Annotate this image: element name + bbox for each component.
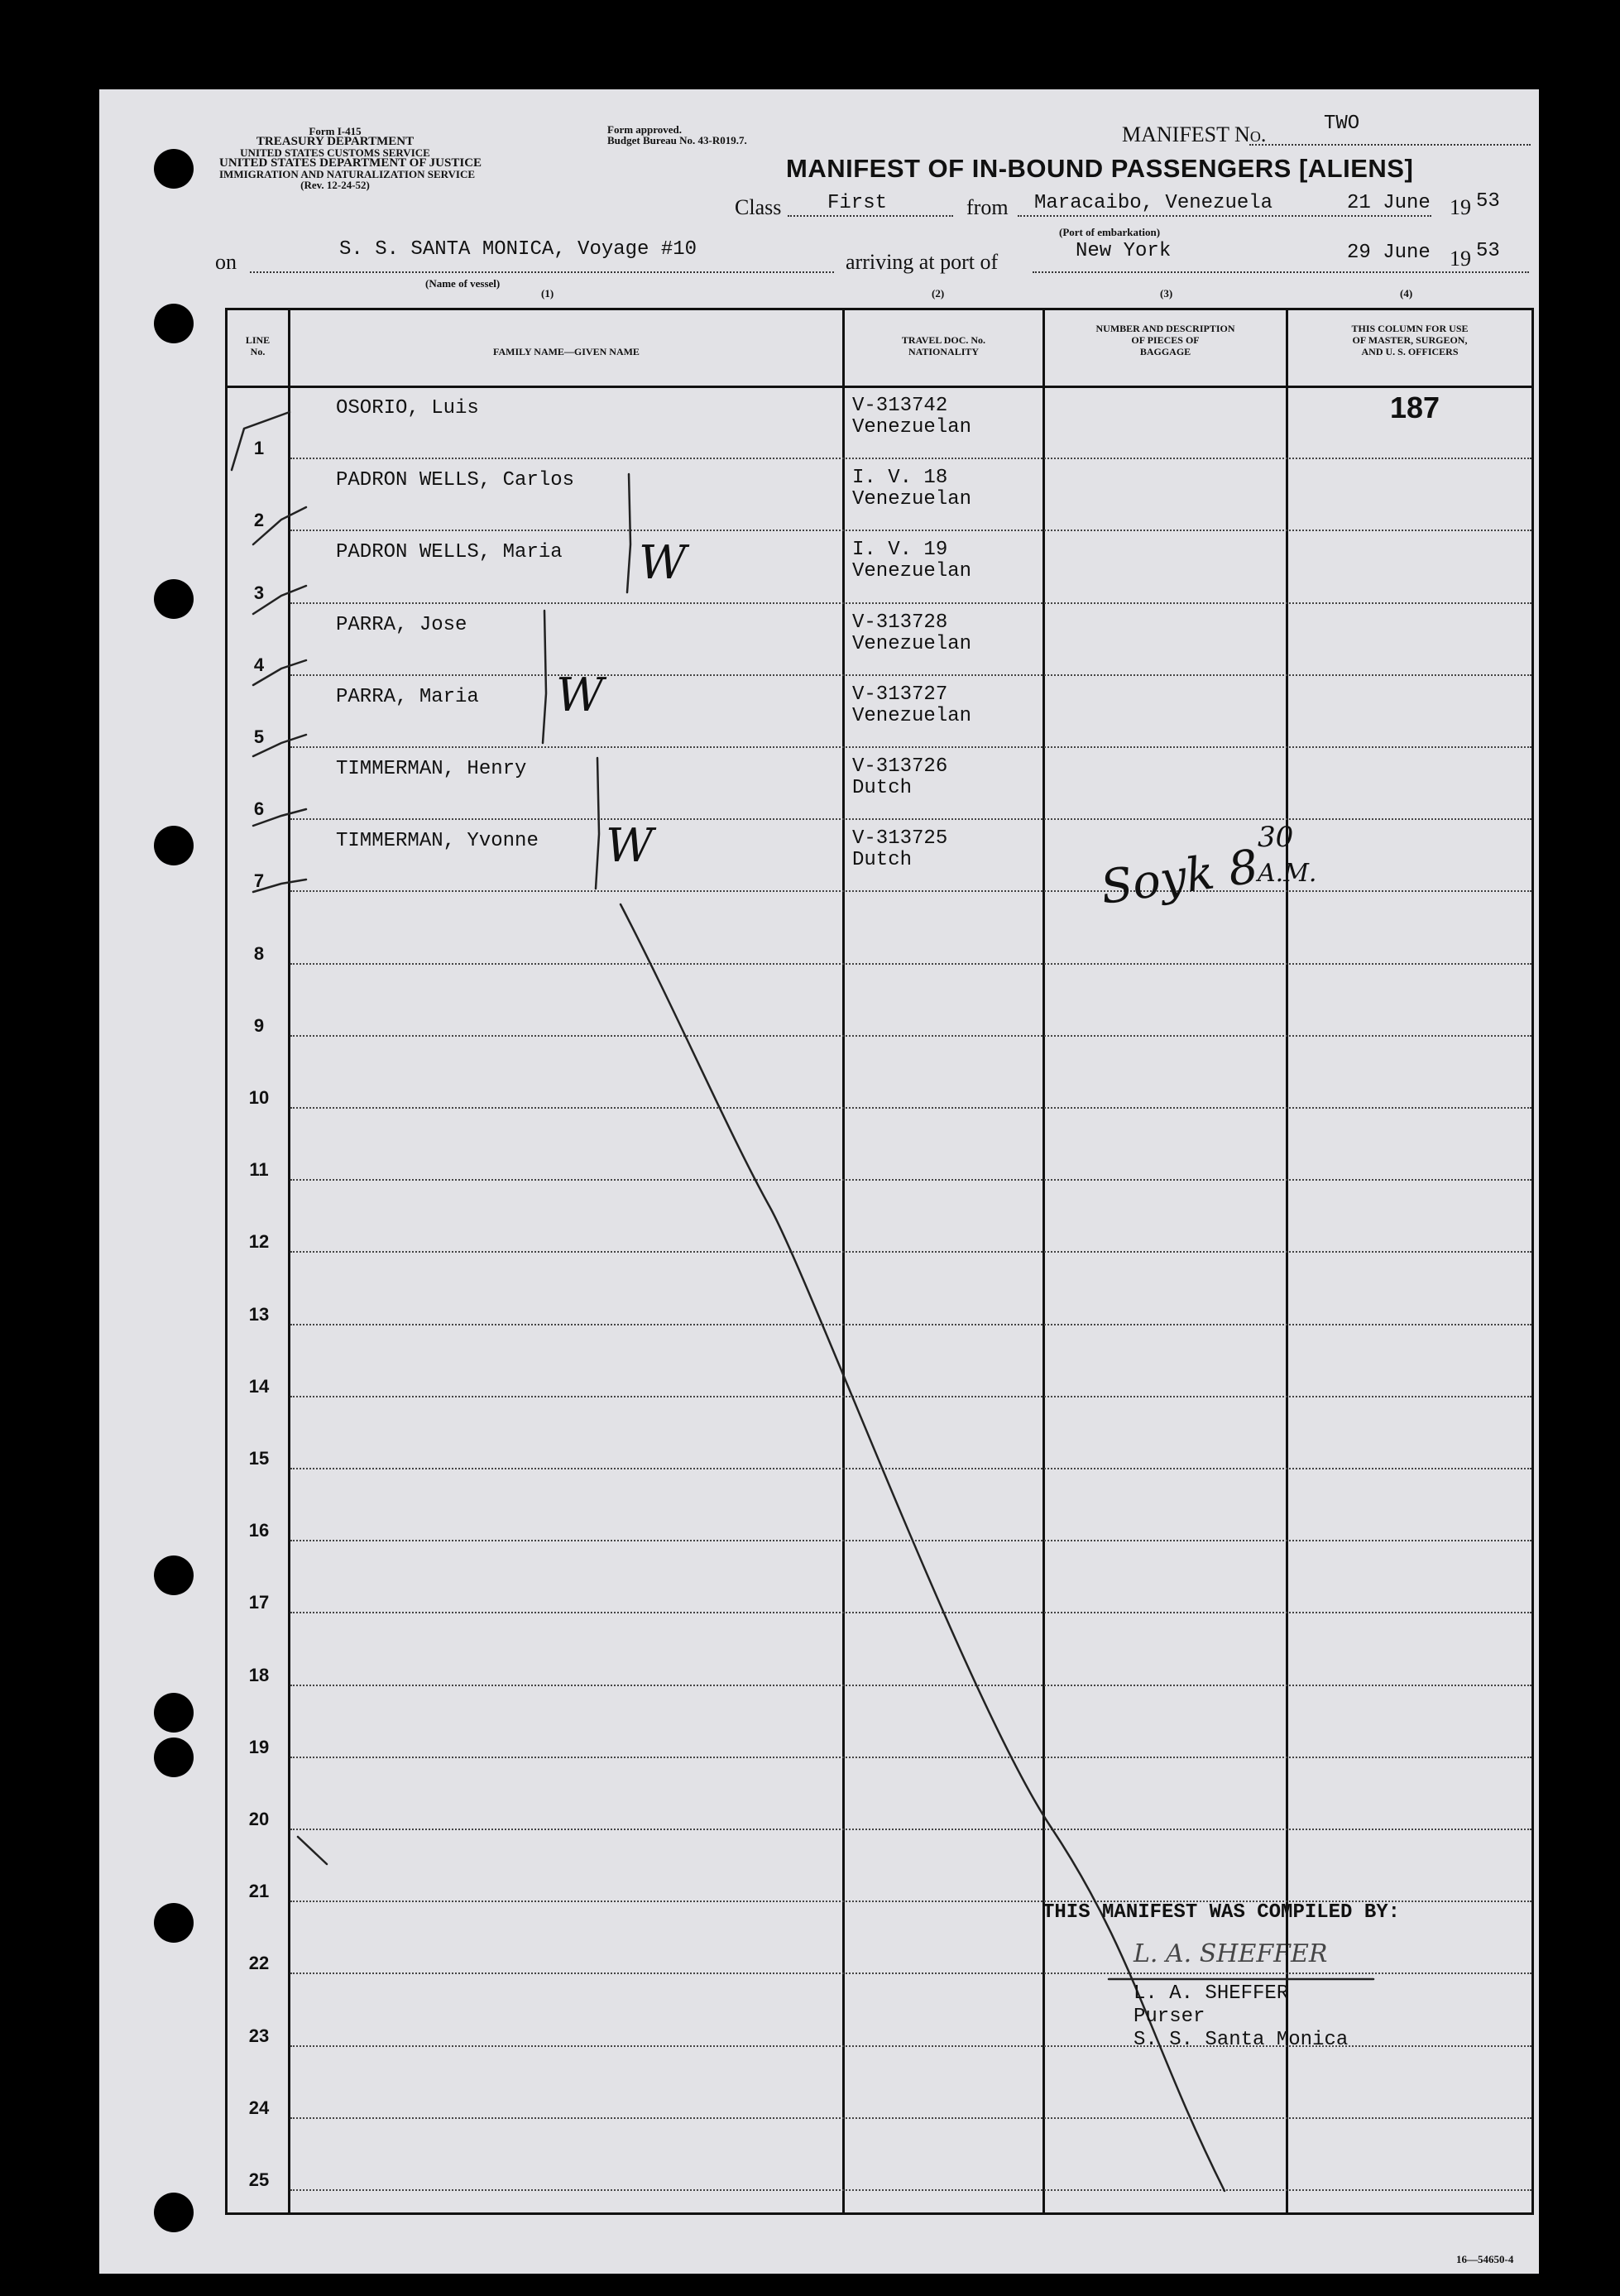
line-number: 3 [253,582,265,603]
treasury-department: TREASURY DEPARTMENT [256,135,415,148]
line-number: 2 [253,510,265,531]
officer-number: 187 [1390,391,1440,424]
line-number: 20 [248,1809,270,1829]
inspector-time-ampm: A.M. [1258,859,1317,888]
line-number: 17 [248,1592,270,1613]
travel-doc-number: V-313728 [852,611,948,634]
inspector-time-hour: 30 [1258,821,1294,854]
from-year-prefix: 19 [1450,195,1471,219]
nationality: Dutch [852,849,913,872]
arrival-port-value: New York [1076,240,1172,262]
vessel-caption: (Name of vessel) [425,277,501,290]
checkmark-row-3 [253,586,306,614]
travel-doc-number: V-313726 [852,755,948,778]
line-number: 25 [248,2169,270,2190]
line-number: 6 [253,798,265,820]
checkmark-row-6 [253,809,306,826]
bracket-rows-6-7 [596,758,599,889]
col-header-travel-doc: TRAVEL DOC. No. NATIONALITY [901,334,986,357]
line-number: 7 [253,870,265,892]
form-number: Form I-415 [309,125,362,137]
immigration-service: IMMIGRATION AND NATURALIZATION SERVICE [219,168,476,180]
class-value: First [827,192,888,214]
line-number: 9 [253,1014,265,1036]
travel-doc-number: V-313742 [852,395,948,417]
passenger-name: OSORIO, Luis [336,397,479,419]
class-label: Class [735,195,782,219]
from-port-value: Maracaibo, Venezuela [1034,192,1273,214]
manifest-sheet [99,89,1539,2274]
checkmark-row-2 [253,507,306,544]
purser-name: L. A. SHEFFER [1134,1982,1289,2005]
vessel-value: S. S. SANTA MONICA, Voyage #10 [339,238,697,261]
arrival-year-value: 53 [1476,240,1500,262]
col-header-line-no: LINE No. [245,334,271,357]
line-number: 18 [248,1664,270,1685]
passenger-name: PADRON WELLS, Maria [336,541,563,564]
bracket-mark-2: W [556,669,604,722]
line-number: 10 [248,1087,270,1108]
nationality: Venezuelan [852,416,972,439]
line-number: 4 [253,654,265,675]
form-approved: Form approved. Budget Bureau No. 43-R019.7. [607,123,747,146]
col-header-name: FAMILY NAME—GIVEN NAME [493,346,640,357]
passenger-name: PARRA, Jose [336,613,467,636]
arrival-date-value: 29 June [1347,242,1431,264]
col-header-officers: THIS COLUMN FOR USE OF MASTER, SURGEON, AND U. S. OFFICERS [1351,323,1469,357]
passenger-name: PADRON WELLS, Carlos [336,469,575,492]
line-number: 14 [248,1375,270,1397]
passenger-name: TIMMERMAN, Yvonne [336,830,539,853]
nationality: Venezuelan [852,560,972,583]
on-label: on [215,250,237,274]
nationality: Venezuelan [852,704,972,727]
line-number: 13 [248,1303,270,1325]
page-title: MANIFEST OF IN-BOUND PASSENGERS [ALIENS] [786,154,1414,183]
purser-title: Purser [1134,2006,1205,2028]
bracket-rows-2-3 [627,474,630,592]
line-number: 11 [249,1159,269,1181]
line-number: 22 [248,1953,270,1974]
col-marker-2: (2) [932,287,945,300]
revision-date: (Rev. 12-24-52) [300,179,370,191]
purser-vessel: S. S. Santa Monica [1134,2029,1349,2051]
nationality: Venezuelan [852,488,972,511]
line-number: 16 [248,1520,270,1541]
arriving-label: arriving at port of [846,250,999,274]
from-date-value: 21 June [1347,192,1431,214]
purser-signature: L. A. SHEFFER [1134,1939,1328,1968]
col-marker-4: (4) [1400,287,1413,300]
manifest-no-label: MANIFEST No. [1122,122,1267,146]
line-number: 21 [248,1881,270,1902]
customs-service: UNITED STATES CUSTOMS SERVICE [240,146,430,159]
from-label: from [966,195,1009,219]
passenger-name: TIMMERMAN, Henry [336,758,527,780]
travel-doc-number: V-313725 [852,827,948,851]
nationality: Venezuelan [852,632,972,655]
arrival-year-prefix: 19 [1450,247,1471,271]
col-marker-3: (3) [1160,287,1173,300]
line-number: 23 [248,2025,270,2046]
travel-doc-number: V-313727 [852,683,948,706]
line-number: 8 [253,942,265,964]
manifest-no-value: TWO [1324,113,1360,135]
compiled-by-label: THIS MANIFEST WAS COMPILED BY: [1042,1901,1401,1924]
bracket-mark-3: W [606,819,654,873]
checkmark-row-1 [232,412,290,470]
col-marker-1: (1) [541,287,554,300]
checkmark-row-4 [253,660,306,685]
bracket-mark-1: W [639,536,687,590]
line-number: 24 [248,2097,270,2118]
nationality: Dutch [852,777,913,799]
stray-mark [298,1837,327,1864]
inspector-note: Soyk 8 [1097,840,1262,915]
from-year-value: 53 [1476,190,1500,213]
col-header-baggage: NUMBER AND DESCRIPTION OF PIECES OF BAGGAGE [1095,323,1235,357]
line-number: 15 [248,1448,270,1469]
line-number: 12 [248,1231,270,1253]
department-of-justice: UNITED STATES DEPARTMENT OF JUSTICE [219,156,482,170]
line-number: 1 [253,438,265,459]
checkmark-row-5 [253,735,306,756]
line-number: 19 [248,1736,270,1757]
travel-doc-number: I. V. 18 [852,467,948,490]
passenger-name: PARRA, Maria [336,685,479,708]
checkmark-row-7 [253,880,306,892]
footer-code: 16—54650-4 [1456,2253,1514,2265]
travel-doc-number: I. V. 19 [852,539,948,562]
line-number: 5 [253,726,265,747]
port-of-embarkation-caption: (Port of embarkation) [1059,226,1161,238]
bracket-rows-4-5 [543,611,546,743]
